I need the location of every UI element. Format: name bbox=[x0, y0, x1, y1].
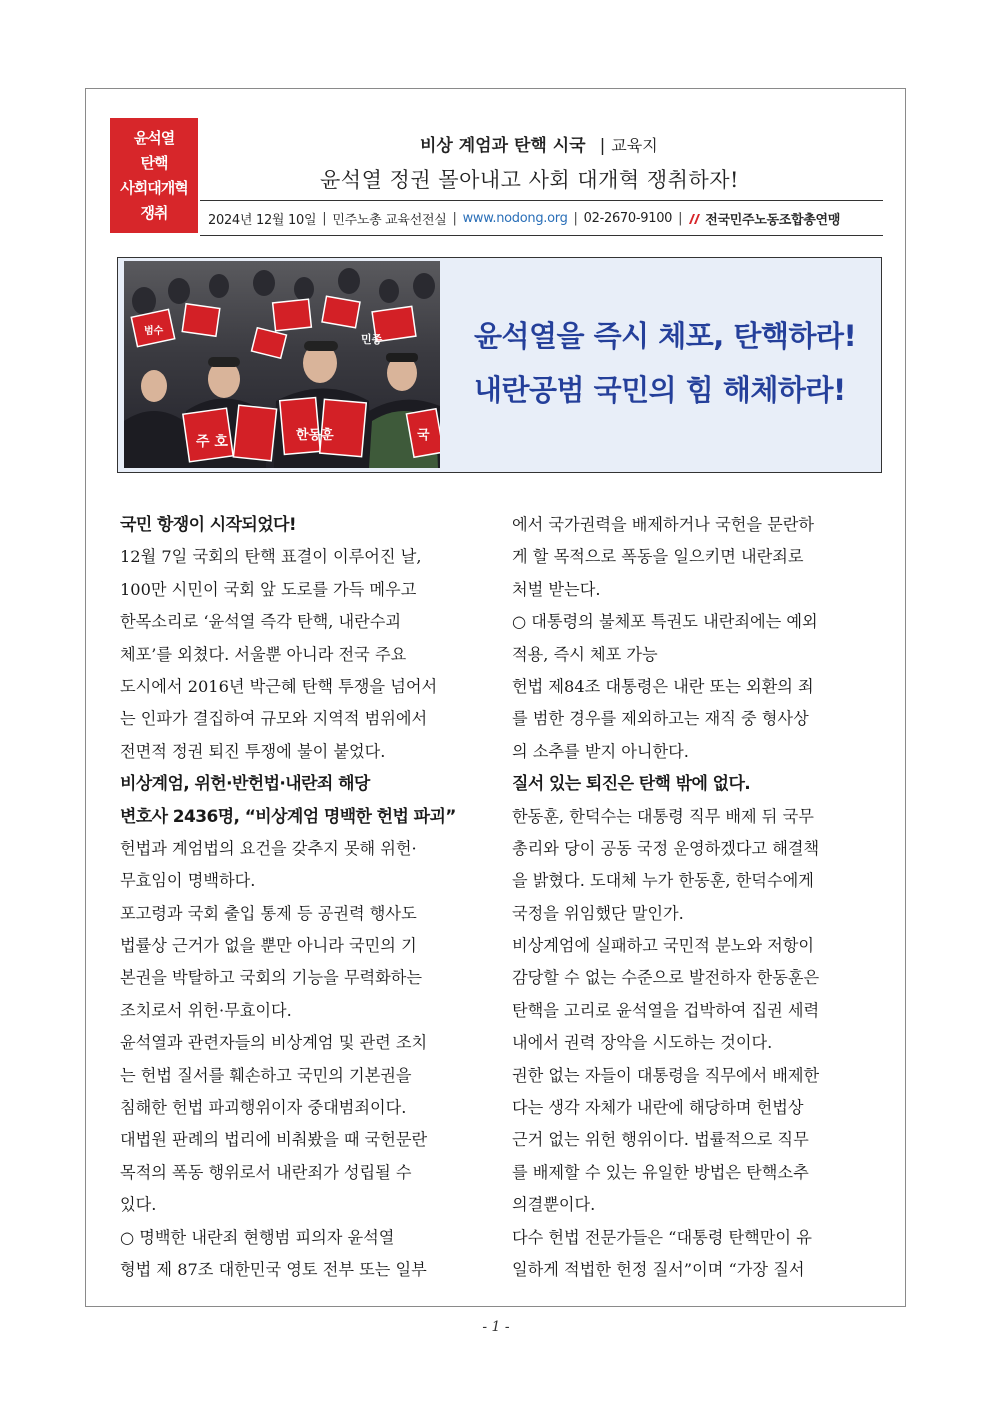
header-kind: 교육지 bbox=[611, 136, 658, 155]
paragraph-line: 체포’를 외쳤다. 서울뿐 아니라 전국 주요 bbox=[120, 644, 407, 664]
org-name-text: 전국민주노동조합총연맹 bbox=[705, 213, 841, 228]
paragraph-line: 무효임이 명백하다. bbox=[120, 871, 256, 891]
paragraph-line: 다는 생각 자체가 내란에 해당하며 헌법상 bbox=[512, 1098, 804, 1118]
hero-banner bbox=[117, 257, 882, 473]
paragraph-line: 근거 없는 위헌 행위이다. 법률적으로 직무 bbox=[512, 1130, 809, 1150]
paragraph-line: 의 소추를 받지 아니한다. bbox=[512, 741, 689, 761]
paragraph-line: 총리와 당이 공동 국정 운영하겠다고 해결책 bbox=[512, 838, 820, 858]
paragraph-line: 도시에서 2016년 박근혜 탄핵 투쟁을 넘어서 bbox=[120, 676, 438, 696]
paragraph-line: 다수 헌법 전문가들은 “대통령 탄핵만이 유 bbox=[512, 1227, 812, 1247]
protest-photo bbox=[124, 261, 440, 468]
right-column bbox=[512, 509, 868, 1286]
badge-line: 사회대개혁 bbox=[120, 178, 188, 197]
paragraph-line: 국정을 위임했단 말인가. bbox=[512, 903, 684, 923]
header-rule-top bbox=[200, 200, 883, 201]
paragraph-line: 포고령과 국회 출입 통제 등 공권력 행사도 bbox=[120, 903, 417, 923]
section-heading: 국민 항쟁이 시작되었다! bbox=[120, 515, 297, 535]
badge-line: 윤석열 bbox=[133, 128, 175, 147]
paragraph-line: 일하게 적법한 헌정 질서”이며 “가장 질서 bbox=[512, 1259, 805, 1279]
paragraph-line: 한동훈, 한덕수는 대통령 직무 배제 뒤 국무 bbox=[512, 806, 814, 826]
sign-text: 국 bbox=[417, 428, 430, 443]
paragraph-line: 조치로서 위헌·무효이다. bbox=[120, 1000, 292, 1020]
paragraph-line: 있다. bbox=[120, 1195, 157, 1215]
kctu-logo-icon bbox=[688, 213, 702, 225]
paragraph-line: 대법원 판례의 법리에 비춰봤을 때 국헌문란 bbox=[120, 1130, 428, 1150]
paragraph-line: 권한 없는 자들이 대통령을 직무에서 배제한 bbox=[512, 1065, 820, 1085]
protest-photo-image bbox=[124, 261, 440, 468]
header-meta: 2024년 12월 10일 | 민주노총 교육선전실 | www.nodong.org | 02-2670-9100 | 전국민주노동조합총연맹 bbox=[208, 211, 841, 228]
header-topic-line bbox=[420, 131, 658, 156]
header-rule-bottom bbox=[200, 235, 883, 236]
paragraph-line: 을 밝혔다. 도대체 누가 한동훈, 한덕수에게 bbox=[512, 871, 814, 891]
paragraph-line: 12월 7일 국회의 탄핵 표결이 이루어진 날, bbox=[120, 547, 422, 567]
paragraph-line: 내에서 권력 장악을 시도하는 것이다. bbox=[512, 1033, 773, 1053]
paragraph-line: 침해한 헌법 파괴행위이자 중대범죄이다. bbox=[120, 1098, 407, 1118]
hero-headline-2: 내란공범 국민의 힘 해체하라! bbox=[474, 373, 846, 407]
paragraph-line: 헌법과 계엄법의 요건을 갖추지 못해 위헌· bbox=[120, 838, 417, 858]
sign-text: 주 호 bbox=[196, 434, 228, 450]
header-divider: | bbox=[599, 136, 606, 156]
paragraph-line: 100만 시민이 국회 앞 도로를 가득 메우고 bbox=[120, 579, 417, 599]
paragraph-line: 는 헌법 질서를 훼손하고 국민의 기본권을 bbox=[120, 1065, 412, 1085]
bullet-line: ○ 명백한 내란죄 현행범 피의자 윤석열 bbox=[120, 1227, 395, 1247]
sign-text: 범수 bbox=[144, 326, 164, 337]
paragraph-line: 는 인파가 결집하여 규모와 지역적 범위에서 bbox=[120, 709, 428, 729]
paragraph-line: 전면적 정권 퇴진 투쟁에 불이 붙었다. bbox=[120, 741, 386, 761]
page-number: - 1 - bbox=[482, 1319, 510, 1335]
paragraph-line: 감당할 수 없는 수준으로 발전하자 한동훈은 bbox=[512, 968, 820, 988]
paragraph-line: 의결뿐이다. bbox=[512, 1195, 596, 1215]
paragraph-line: 에서 국가권력을 배제하거나 국헌을 문란하 bbox=[512, 515, 815, 534]
section-heading: 질서 있는 퇴진은 탄핵 밖에 없다. bbox=[512, 774, 751, 795]
sign-text: 민종 bbox=[361, 333, 383, 346]
paragraph-line: 한목소리로 ‘윤석열 즉각 탄핵, 내란수괴 bbox=[120, 612, 402, 632]
org-name bbox=[688, 209, 840, 228]
header-topic: 비상 계엄과 탄핵 시국 bbox=[420, 136, 586, 156]
paragraph-line: 본권을 박탈하고 국회의 기능을 무력화하는 bbox=[120, 968, 423, 988]
paragraph-line: 를 배제할 수 있는 유일한 방법은 탄핵소추 bbox=[512, 1162, 809, 1182]
law-citation-line: 형법 제 87조 대한민국 영토 전부 또는 일부 bbox=[120, 1259, 427, 1279]
sign-text: 한동훈 bbox=[296, 428, 334, 443]
page-title: 윤석열 정권 몰아내고 사회 대개혁 쟁취하자! bbox=[320, 168, 739, 192]
publisher: 민주노총 교육선전실 bbox=[332, 213, 447, 228]
paragraph-line: 처벌 받는다. bbox=[512, 579, 601, 599]
badge-line: 탄핵 bbox=[140, 153, 168, 172]
issue-date: 2024년 12월 10일 bbox=[208, 213, 317, 228]
left-column bbox=[120, 509, 476, 1286]
section-heading: 변호사 2436명, “비상계엄 명백한 헌법 파괴” bbox=[120, 806, 456, 827]
paragraph-line: 를 범한 경우를 제외하고는 재직 중 형사상 bbox=[512, 709, 809, 729]
paragraph-line: 비상계엄에 실패하고 국민적 분노와 저항이 bbox=[512, 936, 815, 956]
website-link[interactable]: www.nodong.org bbox=[462, 211, 568, 226]
section-heading: 비상계엄, 위헌·반헌법·내란죄 해당 bbox=[120, 774, 370, 795]
badge-line: 쟁취 bbox=[140, 203, 168, 222]
paragraph-line: 법률상 근거가 없을 뿐만 아니라 국민의 기 bbox=[120, 936, 417, 956]
paragraph-line: 목적의 폭동 행위로서 내란죄가 성립될 수 bbox=[120, 1162, 412, 1182]
paragraph-line: 게 할 목적으로 폭동을 일으키면 내란죄로 bbox=[512, 547, 804, 567]
phone-number: 02-2670-9100 bbox=[583, 211, 673, 226]
campaign-badge bbox=[110, 118, 198, 233]
bullet-line: ○ 대통령의 불체포 특권도 내란죄에는 예외 bbox=[512, 612, 818, 632]
paragraph-line: 탄핵을 고리로 윤석열을 겁박하여 집권 세력 bbox=[512, 1000, 820, 1020]
hero-headline-1: 윤석열을 즉시 체포, 탄핵하라! bbox=[474, 319, 857, 353]
paragraph-line: 윤석열과 관련자들의 비상계엄 및 관련 조치 bbox=[120, 1033, 428, 1053]
paragraph-line: 적용, 즉시 체포 가능 bbox=[512, 644, 658, 664]
law-citation-line: 헌법 제84조 대통령은 내란 또는 외환의 죄 bbox=[512, 676, 814, 696]
